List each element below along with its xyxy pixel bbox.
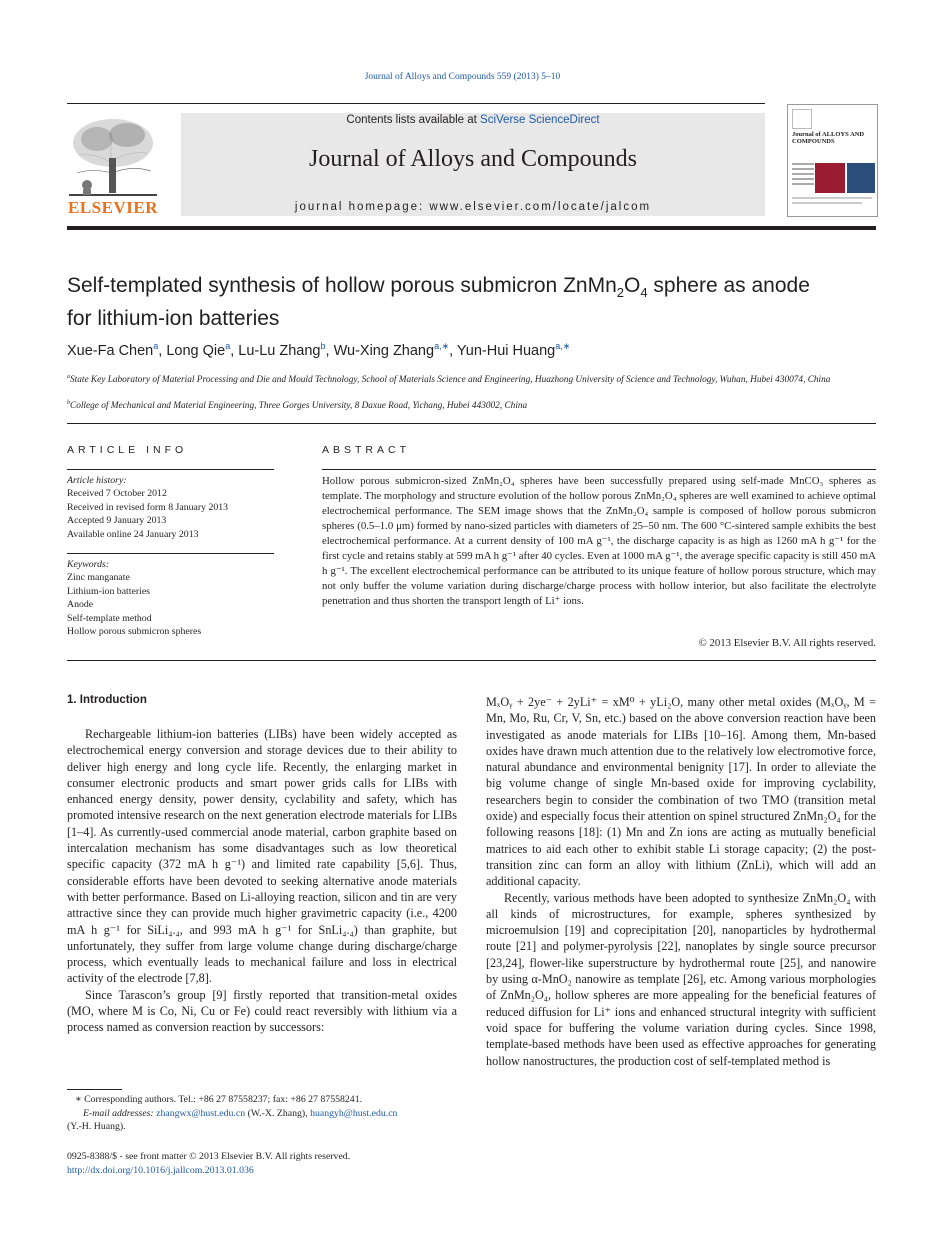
journal-homepage[interactable]: journal homepage: www.elsevier.com/locate/jalcom: [294, 201, 652, 213]
intro-paragraph: MₓOᵧ + 2ye⁻ + 2yLi⁺ = xM⁰ + yLi₂O, many other metal oxides (MₓOᵧ, M = Mn, Mo, Ru, Cr, V, Sn, etc.) based on the above conversion reaction have been investigated as anode materials for LIBs [10–16]. Among them, Mn-based oxides have drawn much attention due to the relatively low electromotive force, natural abundance and environmental benignity [17]. In order to alleviate the big volume change of single Mn-based oxide for improving cyclability, researchers begin to consider the combination of two TMO (transition metal oxide) and especially focus their attention on spinel structured ZnMn₂O₄ for the following reasons [18]: (1) Mn and Zn ions are acting as mutually beneficial matrices to aid each other to exhibit stable Li storage capacity; (2) the post-transition zinc can form an alloy with lithium (ZnLi), which will add an additional capacity.: [486, 695, 876, 889]
intro-right-column: [486, 694, 876, 1069]
journal-title: Journal of Alloys and Compounds: [309, 146, 637, 172]
sciencedirect-link[interactable]: SciVerse ScienceDirect: [480, 114, 600, 126]
author-affiliation-mark[interactable]: a,∗: [555, 341, 571, 351]
intro-left-column: [67, 726, 457, 1036]
intro-paragraph: Recently, various methods have been adopted to synthesize ZnMn₂O₄ with all kinds of microstructures, for example, spheres synthesized by microemulsion [19] and coprecipitation [20], nanoparticles by hydrothermal route [21] and polymer-pyrolysis [22], nanoplates by single source precursor [23,24], flower-like superstructure by hydrothermal route [25], and nanowire by using α-MnO₂ nanowire as template [26], etc. Among various morphologies of ZnMn₂O₄, hollow spheres are more appealing for the beneficial features of reduced diffusion for Li⁺ ions and enhanced structural integrity with sufficient void space for buffering the volume variation during cycles. Since 1998, template-based methods have been used as effective approaches for generating hollow nanostructures, the production cost of self-templated method is: [486, 890, 876, 1068]
header-rule: [67, 103, 765, 104]
email-owner: (Y.-H. Huang).: [67, 1121, 126, 1132]
affiliation-rule: [67, 423, 876, 424]
keyword: Hollow porous submicron spheres: [67, 626, 202, 638]
cover-logo: [792, 109, 812, 129]
author: Lu-Lu Zhang: [238, 342, 321, 359]
intro-paragraph: Rechargeable lithium-ion batteries (LIBs) have been widely accepted as electrochemical energy conversion and storage devices due to their ability to deliver high energy and long cycle life. Recently, the enlarging market in consumer electronic products and smart power grids calls for LIBs with enhanced energy density, power density, cyclability and safety, which has promoted intensive research on the next generation electrode materials for LIBs [1–4]. As currently-used commercial anode material, carbon graphite based on intercalation mechanism has some disadvantages such as low theoretical specific capacity (372 mA h g⁻¹) and limited rate capability [5,6]. Thus, considerable efforts have been devoted to seeking alternative anode materials with better performance. Based on Li-alloying reaction, silicon and tin are very attractive since they can provide much higher gravimetric capacity (i.e., 4200 mA h g⁻¹ for SiLi₄.₄, and 993 mA h g⁻¹ for SnLi₄.₄) than graphite, but unfortunately, they suffer from large volume change during discharge/charge process, which eventually leads to mechanical failure and loss in electrical activity of the electrode [7,8].: [67, 727, 457, 986]
affiliation-b: $^b$College of Mechanical and Material Engineering, Three Gorges University, 8 Daxue Road, Yichang, Hubei 443002, China: [67, 400, 528, 412]
author-affiliation-mark[interactable]: a: [153, 341, 159, 351]
cover-blue-block: [847, 163, 875, 193]
abstract-copyright: © 2013 Elsevier B.V. All rights reserved.: [698, 637, 876, 649]
intro-paragraph: Since Tarascon’s group [9] firstly reported that transition-metal oxides (MO, where M is Co, Ni, Cu or Fe) could react reversibly with lithium via a process named as conversion reaction by successors:: [67, 987, 457, 1035]
elsevier-wordmark: ELSEVIER: [68, 198, 158, 217]
article-info-rule: [67, 469, 274, 470]
keyword: Self-template method: [67, 612, 152, 624]
article-info-heading: ARTICLE INFO: [67, 444, 188, 456]
keyword: Anode: [67, 599, 94, 611]
author: Yun-Hui Huang: [456, 342, 556, 359]
keywords-rule: [67, 553, 274, 554]
abstract-bottom-rule: [67, 660, 876, 661]
email-owner: (W.-X. Zhang),: [245, 1107, 311, 1119]
history-label: Article history:: [67, 475, 127, 486]
cover-title: Journal of ALLOYS AND COMPOUNDS: [792, 131, 865, 145]
publication-info: [67, 1150, 350, 1177]
keywords-label: Keywords:: [67, 559, 110, 570]
abstract-rule: [322, 469, 876, 470]
email-link[interactable]: huangyh@hust.edu.cn: [310, 1107, 398, 1119]
journal-cover-image: [787, 104, 878, 217]
abstract-heading: ABSTRACT: [322, 444, 411, 456]
cover-red-block: [815, 163, 845, 193]
article-history: [67, 474, 274, 541]
author-list: Xue-Fa Chen$^a$, Long Qie$^a$, Lu-Lu Zhang$^b$, Wu-Xing Zhang$^{a,∗}$, Yun-Hui Huang$^{a,∗}$: [67, 341, 571, 359]
author: Xue-Fa Chen: [67, 342, 154, 359]
affiliation-a: $^a$State Key Laboratory of Material Processing and Die and Mould Technology, School of Materials Science and Engineering, Huazhong University of Science and Technology, Wuhan, Hubei 430074, China: [67, 374, 831, 386]
history-online: Available online 24 January 2013: [67, 528, 199, 540]
keyword: Lithium-ion batteries: [67, 585, 150, 597]
author-affiliation-mark[interactable]: a,∗: [434, 341, 450, 351]
history-revised: Received in revised form 8 January 2013: [67, 501, 229, 513]
author-affiliation-mark[interactable]: b: [320, 341, 326, 351]
email-link[interactable]: zhangwx@hust.edu.cn: [156, 1107, 246, 1119]
author: Wu-Xing Zhang: [333, 342, 435, 359]
contents-line: [181, 114, 765, 126]
author: Long Qie: [166, 342, 226, 359]
keyword: Zinc manganate: [67, 572, 130, 584]
corresponding-text: ∗ Corresponding authors. Tel.: +86 27 87558237; fax: +86 27 87558241.: [75, 1094, 363, 1105]
journal-reference[interactable]: Journal of Alloys and Compounds 559 (2013) 5–10: [364, 72, 561, 82]
header-thick-rule: [67, 226, 876, 230]
history-accepted: Accepted 9 January 2013: [67, 515, 167, 527]
author-affiliation-mark[interactable]: a: [225, 341, 231, 351]
email-label: E-mail addresses:: [83, 1107, 157, 1119]
corresponding-author-footnote: [67, 1093, 457, 1134]
footnote-rule: [67, 1089, 122, 1090]
doi-link[interactable]: http://dx.doi.org/10.1016/j.jallcom.2013.01.036: [67, 1164, 254, 1176]
issn-line: 0925-8388/$ - see front matter © 2013 Elsevier B.V. All rights reserved.: [67, 1151, 351, 1162]
section-heading-introduction: 1. Introduction: [67, 694, 147, 706]
contents-prefix: Contents lists available at: [346, 114, 481, 126]
abstract-text: Hollow porous submicron-sized ZnMn₂O₄ spheres have been successfully prepared using self-made MnCO₃ spheres as template. The morphology and structure evolution of the hollow porous ZnMn₂O₄ spheres are well examined to achieve optimal electrochemical performance. The SEM image shows that the ZnMn₂O₄ sample is composed of hollow porous submicron spheres (0.5–1.0 μm) formed by nano-sized particles with diameters of 25–50 nm. The 600 °C-sintered sample exhibits the best electrochemical performance. At a current density of 100 mA g⁻¹, the discharge capacity is as high as 1260 mA h g⁻¹ for the first cycle and retains stably at 599 mA h g⁻¹ after 40 cycles. Even at 1000 mA g⁻¹, the average specific capacity is still 450 mA h g⁻¹. The excellent electrochemical performance can be attributed to its unique feature of hollow porous structure, which may not only buffer the volume variation during discharge/charge process with hollow interior, but also facilitate the electrolyte penetration and thus shorten the transport length of Li⁺ ions.: [322, 475, 876, 607]
history-received: Received 7 October 2012: [67, 488, 167, 500]
cover-text-lines: [792, 163, 814, 188]
article-title: Self-templated synthesis of hollow porous submicron $ZnMn_2O_4$ sphere as anode for lithium-ion batteries: [67, 274, 810, 331]
keywords-block: [67, 558, 274, 638]
